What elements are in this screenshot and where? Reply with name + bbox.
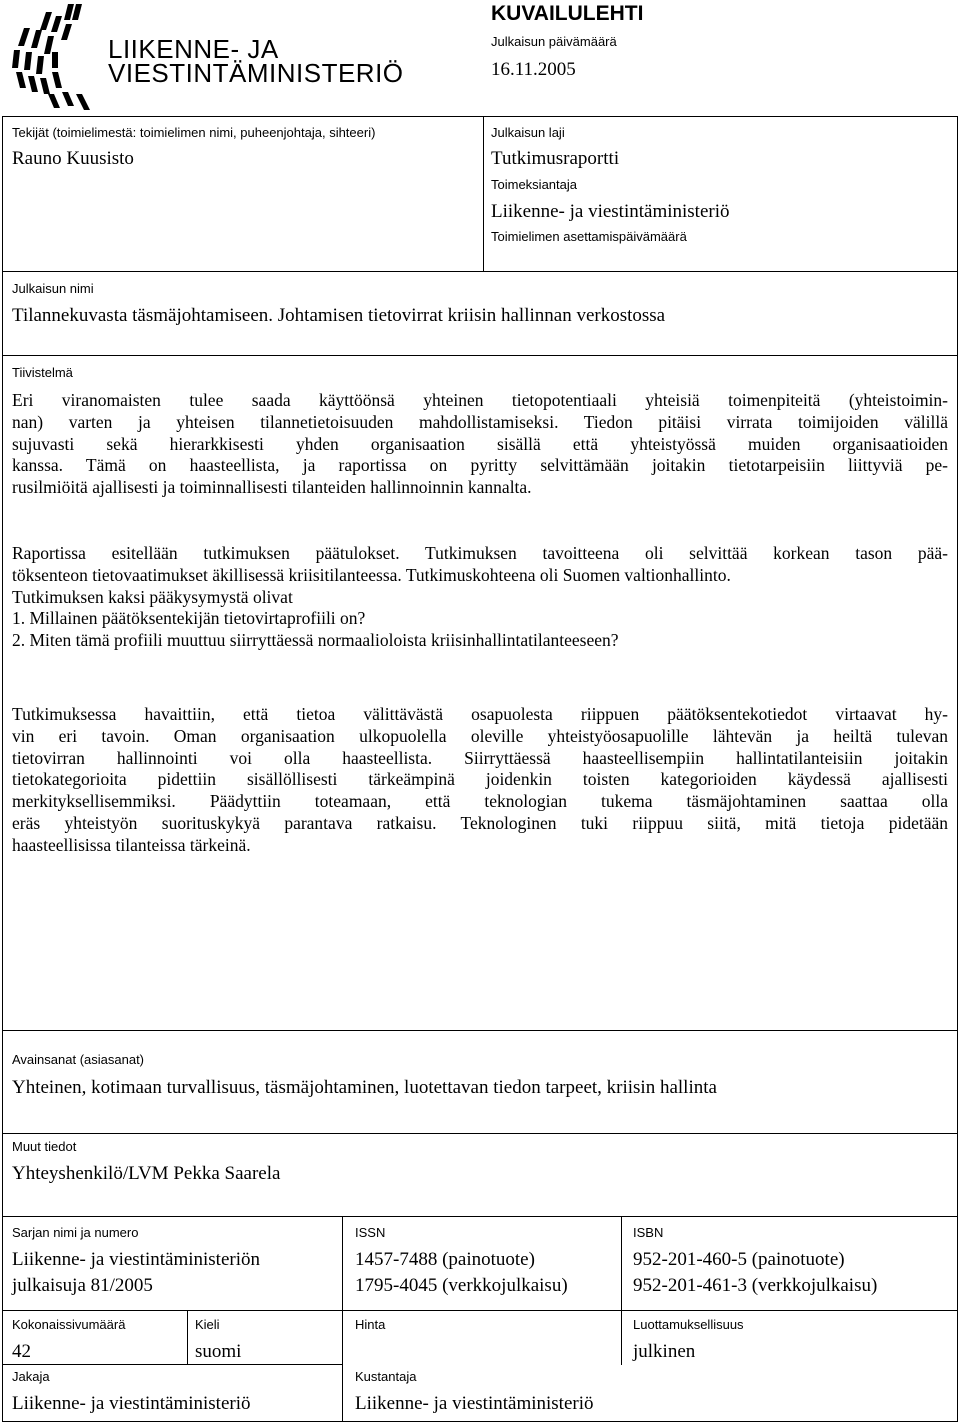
grid-line [2,116,958,117]
isbn-value-line1: 952-201-460-5 (painotuote) [633,1249,845,1270]
series-value-line1: Liikenne- ja viestintäministeriön [12,1249,260,1270]
abstract-line: eräs yhteistyön suorituskykyä parantava ratkaisu. Teknologinen tuki riippuu siitä, mitä tietoja pidetään [12,812,948,833]
pages-value: 42 [12,1341,31,1362]
language-value: suomi [195,1341,242,1362]
grid-line [2,1310,958,1311]
grid-line [187,1310,188,1365]
abstract-line: merkityksellisemmiksi. Päädyttiin toteamaan, että teknologian tukema täsmäjohtaminen saattaa olla [12,791,948,812]
pages-label: Kokonaissivumäärä [12,1317,126,1332]
authors-label: Tekijät (toimielimestä: toimielimen nimi, puheenjohtaja, sihteeri) [12,125,376,140]
grid-line [2,355,958,356]
abstract-paragraph-2 [12,543,948,652]
authors-value: Rauno Kuusisto [12,148,134,169]
keywords-value: Yhteinen, kotimaan turvallisuus, täsmäjohtaminen, luotettavan tiedon tarpeet, kriisin hallinta [12,1077,717,1098]
other-info-label: Muut tiedot [12,1139,77,1154]
series-label: Sarjan nimi ja numero [12,1225,139,1240]
logo-text-line1: LIIKENNE- JA [108,34,279,64]
distributor-value: Liikenne- ja viestintäministeriö [12,1393,251,1414]
abstract-line: Tutkimuksen kaksi pääkysymystä olivat [12,586,293,607]
abstract-line: Eri viranomaisten tulee saada käyttöönsä yhteinen tietopotentiaali yhteisiä toimenpiteitä (yhteistoimin- [12,390,948,410]
commissioner-value: Liikenne- ja viestintäministeriö [491,201,730,222]
grid-line [621,1216,622,1365]
keywords-label: Avainsanat (asiasanat) [12,1052,145,1067]
grid-line [2,116,3,1422]
grid-line [342,1216,343,1422]
language-label: Kieli [195,1317,220,1332]
commissioner-label: Toimeksiantaja [491,177,577,192]
abstract-line: tietokategorioita pidettiin sisällöllisesti tärkeämpinä joidenkin toisten kategorioiden käydessä ajallisesti [12,769,948,790]
abstract-line: sujuvasti sekä hierarkkisesti yhden organisaation sisällä että yhteistyössä muiden organisaatioiden [12,433,948,454]
grid-line [2,1421,958,1422]
publisher-value: Liikenne- ja viestintäministeriö [355,1393,594,1414]
grid-line [483,116,484,272]
grid-line [957,116,958,1422]
grid-line [2,1133,958,1134]
abstract-line: vin eri tavoin. Oman organisaation ulkopuolella oleville yhteistyöosapuolille lähtevän ja heiltä tulevan [12,725,948,746]
distributor-label: Jakaja [12,1369,50,1384]
body-date-label: Toimielimen asettamispäivämäärä [491,229,687,244]
abstract-line: rusilmiöitä ajallisesti ja toiminnallisesti tilanteiden hallinnoinnin kannalta. [12,477,532,498]
abstract-line: nan) varten ja yhteisen tilannetietoisuuden mahdollistamiseksi. Tiedon pitäisi virrata toimijoiden välillä [12,411,948,432]
isbn-value-line2: 952-201-461-3 (verkkojulkaisu) [633,1275,878,1296]
ministry-logo [10,2,470,112]
confidentiality-label: Luottamuksellisuus [633,1317,744,1332]
issn-value-line2: 1795-4045 (verkkojulkaisu) [355,1275,568,1296]
grid-line [2,1364,342,1365]
pub-type-value: Tutkimusraportti [491,148,620,169]
abstract-line: Raportissa esitellään tutkimuksen päätulokset. Tutkimuksen tavoitteena oli selvittää korkean tason pää- [12,543,948,563]
other-info-value: Yhteyshenkilö/LVM Pekka Saarela [12,1163,281,1184]
grid-line [2,1030,958,1031]
abstract-line: 1. Millainen päätöksentekijän tietovirtaprofiili on? [12,608,366,629]
price-label: Hinta [355,1317,386,1332]
abstract-line: Tutkimuksessa havaittiin, että tietoa välittävästä osapuolesta riippuen päätöksentekotiedot virtaavat hy- [12,704,948,724]
title-value: Tilannekuvasta täsmäjohtamiseen. Johtamisen tietovirrat kriisin hallinnan verkostossa [12,305,666,326]
pub-type-label: Julkaisun laji [491,125,565,140]
abstract-paragraph-3 [12,704,948,857]
abstract-line: kanssa. Tämä on haasteellista, ja raportissa on pyritty selvittämään joitakin tietotarpeisiin liittyviä pe- [12,455,948,476]
series-value-line2: julkaisuja 81/2005 [12,1275,153,1296]
isbn-label: ISBN [633,1225,664,1240]
abstract-line: 2. Miten tämä profiili muuttuu siirryttäessä normaalioloista kriisinhallintatilanteeseen? [12,630,619,651]
abstract-line: töksenteon tietovaatimukset äkillisessä kriisitilanteessa. Tutkimuskohteena oli Suomen valtionhallinto. [12,564,731,585]
logo-text-line2: VIESTINTÄMINISTERIÖ [108,58,404,88]
issn-label: ISSN [355,1225,386,1240]
confidentiality-value: julkinen [633,1341,696,1362]
abstract-label: Tiivistelmä [12,365,73,380]
publisher-label: Kustantaja [355,1369,417,1384]
grid-line [2,1216,958,1217]
grid-line [2,271,958,272]
pub-date-label: Julkaisun päivämäärä [491,34,617,49]
abstract-line: tietovirran hallinnointi voi olla haasteellista. Siirryttäessä haasteellisempiin hallintatilanteisiin joitakin [12,747,948,768]
logo-emblem-icon [10,2,102,112]
form-title: KUVAILULEHTI [491,2,644,25]
abstract-line: haasteellisissa tilanteissa tärkeinä. [12,834,251,855]
pub-date-value: 16.11.2005 [491,59,576,80]
issn-value-line1: 1457-7488 (painotuote) [355,1249,535,1270]
abstract-paragraph-1 [12,390,948,499]
title-label: Julkaisun nimi [12,281,94,296]
